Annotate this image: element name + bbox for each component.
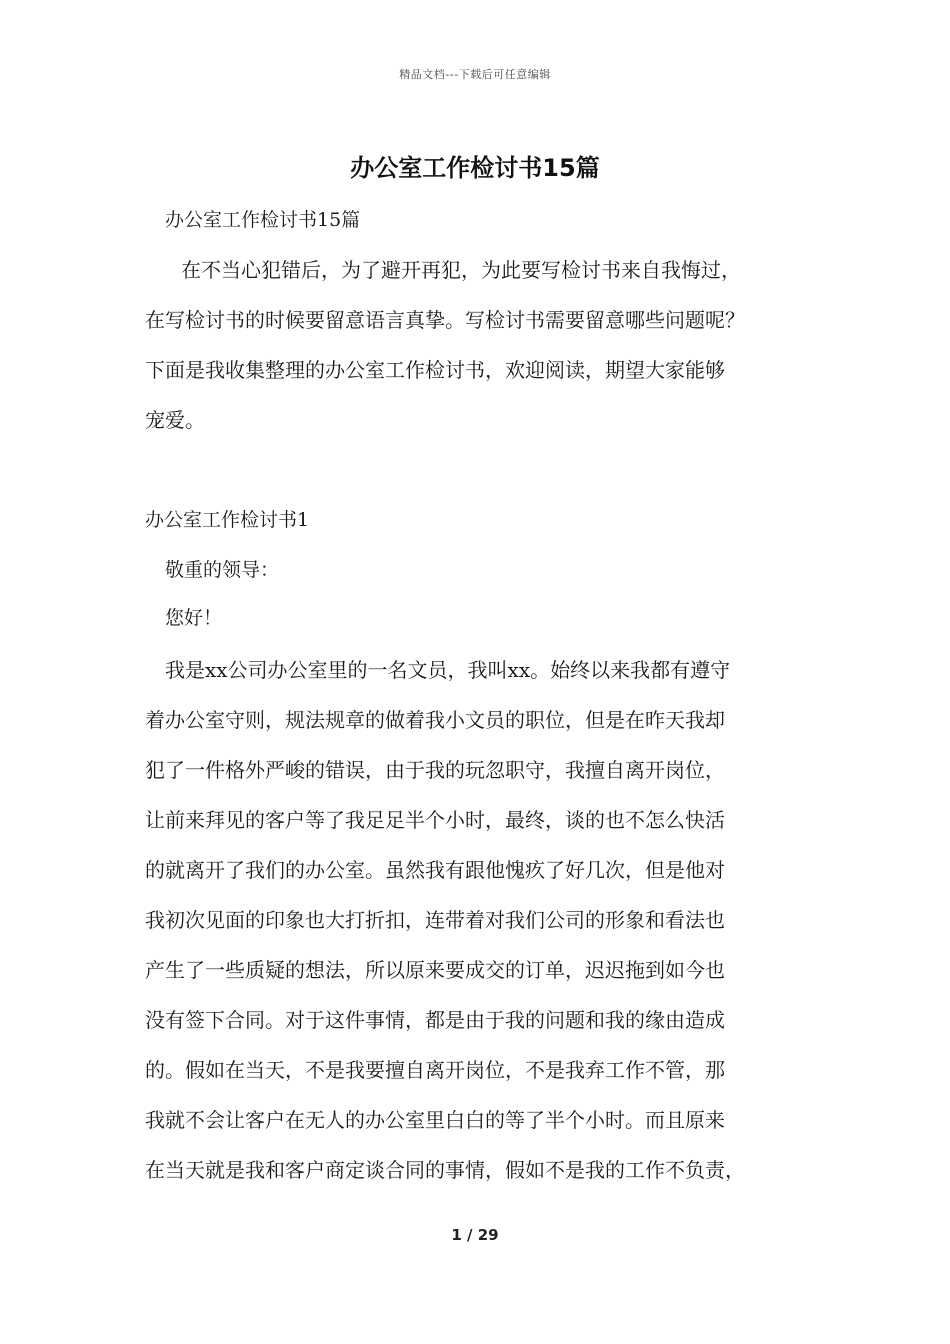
document-subtitle: 办公室工作检讨书15篇 <box>165 209 361 231</box>
intro-line: 在写检讨书的时候要留意语言真挚。写检讨书需要留意哪些问题呢？ <box>145 308 745 332</box>
intro-line: 宠爱。 <box>145 408 205 432</box>
letter-line: 犯了一件格外严峻的错误，由于我的玩忽职守，我擅自离开岗位， <box>145 758 725 782</box>
document-title: 办公室工作检讨书15篇 <box>350 154 600 182</box>
letter-line: 产生了一些质疑的想法，所以原来要成交的订单，迟迟拖到如今也 <box>145 958 725 982</box>
section-heading: 办公室工作检讨书1 <box>145 509 310 531</box>
letter-paragraph <box>145 645 835 1195</box>
intro-paragraph <box>145 245 835 445</box>
letter-line: 着办公室守则，规法规章的做着我小文员的职位，但是在昨天我却 <box>145 708 725 732</box>
letter-line: 我初次见面的印象也大打折扣，连带着对我们公司的形象和看法也 <box>145 908 725 932</box>
intro-line: 在不当心犯错后，为了避开再犯，为此要写检讨书来自我悔过， <box>181 258 741 282</box>
letter-line: 我是xx公司办公室里的一名文员，我叫xx。始终以来我都有遵守 <box>165 658 731 682</box>
letter-line: 在当天就是我和客户商定谈合同的事情，假如不是我的工作不负责， <box>145 1158 745 1182</box>
header-note: 精品文档---下载后可任意编辑 <box>399 68 551 81</box>
letter-line: 让前来拜见的客户等了我足足半个小时，最终，谈的也不怎么快活 <box>145 808 725 832</box>
letter-line: 我就不会让客户在无人的办公室里白白的等了半个小时。而且原来 <box>145 1108 725 1132</box>
page-number: 1 / 29 <box>451 1226 499 1244</box>
salutation: 敬重的领导： <box>165 559 280 581</box>
greeting: 您好！ <box>165 607 223 629</box>
letter-line: 的。假如在当天，不是我要擅自离开岗位，不是我弃工作不管，那 <box>145 1058 725 1082</box>
letter-line: 没有签下合同。对于这件事情，都是由于我的问题和我的缘由造成 <box>145 1008 725 1032</box>
letter-line: 的就离开了我们的办公室。虽然我有跟他愧疚了好几次，但是他对 <box>145 858 725 882</box>
intro-line: 下面是我收集整理的办公室工作检讨书，欢迎阅读，期望大家能够 <box>145 358 725 382</box>
